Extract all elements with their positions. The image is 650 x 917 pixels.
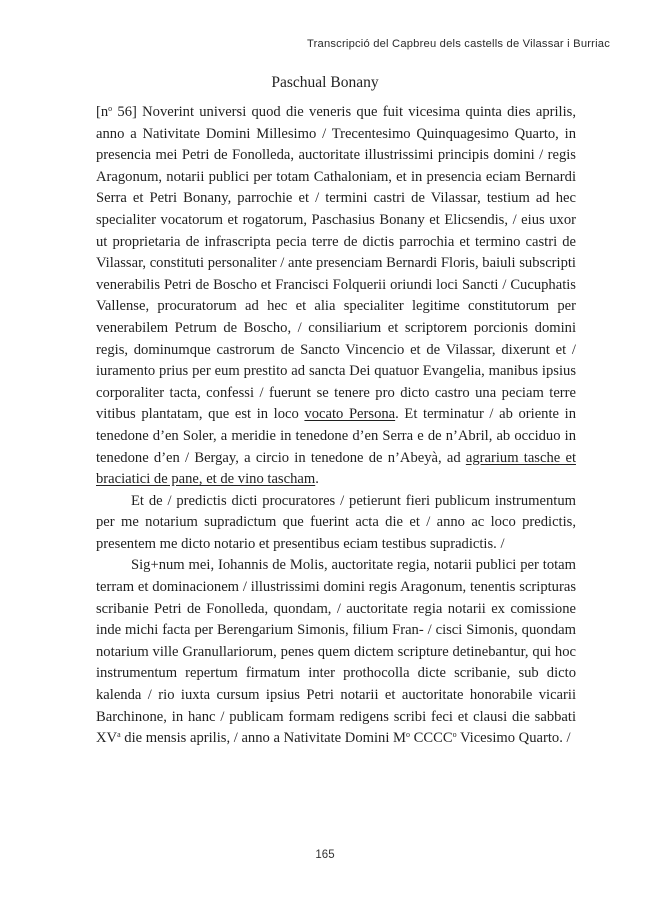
paragraph-procurators-request: Et de / predictis dicti procuratores / petierunt fieri publicum instrumentum per me notarium supradictum que fuerint acta die et / anno ac loco predictis, presentem me dicto notario et presentibus eciam testibus supradictis. / xyxy=(96,492,576,552)
paragraph-text: Sig+num mei, Iohannis de Molis, auctoritate regia, notarii publici per totam terram et dominacionem / illustrissimi domini regis Aragonum, tenentis scripturas scribanie Petri de Fonolleda, quondam, / auctoritate regia notarii ex comissione inde michi facta per Berengarium Simonis, filium Fran- / cisci Simonis, quondam notarium ville Granullariorum, penes quem dictem scripture detinebantur, qui hoc instrumentum repertum firmatum inter prothocolla dicte scribanie, sub dicto kalenda / rio iuxta cursum ipsius Petri notarii et auctoritate honorabile vicarii Barchinone, in hanc / publicam formam redigens scribi feci et clausi die sabbati XV xyxy=(96,557,576,747)
paragraph-text: Noverint universi quod die veneris que fuit vicesima quinta dies aprilis, anno a Nativitate Domini Millesimo / Trecentesimo Quinquagesimo Quarto, in presencia mei Petri de Fonolleda, auctoritate illustrissimi principis domini / regis Aragonum, notarii publici per totam Cathaloniam, et in presencia eciam Bernardi Serra et Petri Bonany, parrochie et / termini castri de Vilassar, testium ad hec specialiter vocatorum et rogatorum, Paschasius Bonany et Elicsendis, / eius uxor ut proprietaria de infrascripta pecia terre de dictis parrochia et termino castri de Vilassar, constituti personaliter / ante presenciam Bernardi Floris, baiuli subscripti venerabilis Petri de Boscho et Francisci Folquerii oriundi loci Sancti / Cucuphatis Vallense, procuratorum ad hec et alia specialiter legitime constitutorum per venerabilem Petrum de Boscho, / consiliarium et scriptorem porcionis domini regis, dominumque castrorum de Sancto Vincencio et de Vilassar, dixerunt et / iuramento prius per eum prestito ad sancta Dei quatuor Evangelia, manibus ipsius corporaliter tacta, confessi / fuerunt se tenere pro dicto castro una peciam terre vitibus plantatam, que est in loco xyxy=(96,104,576,423)
transcription-body xyxy=(96,102,576,750)
ordinal-superscript: o xyxy=(452,730,457,740)
paragraph-text: CCCC xyxy=(410,730,453,747)
paragraph-document-56 xyxy=(96,102,576,491)
entry-marker-open: [n xyxy=(96,104,109,120)
paragraph-text: . Et terminatur / ab oriente in tenedone d’en Soler, a meridie in tenedone d’en Serra e de n’Abril, ab occiduo in tenedone d’en / Bergay, a circio in tenedone de n’Abeyà, ad xyxy=(96,406,576,466)
entry-marker-close: 56] xyxy=(112,104,137,120)
ordinal-superscript: o xyxy=(108,104,113,113)
page-number: 165 xyxy=(315,849,335,861)
running-header: Transcripció del Capbreu dels castells de Vilassar i Burriac xyxy=(307,38,610,50)
paragraph-notary-signature xyxy=(96,555,576,749)
ordinal-superscript: o xyxy=(406,730,410,740)
paragraph-text: . xyxy=(315,471,319,488)
paragraph-text: Vicesimo Quarto. / xyxy=(456,730,571,747)
entry-title: Paschual Bonany xyxy=(271,74,379,91)
paragraph-text: die mensis aprilis, / anno a Nativitate Domini M xyxy=(120,730,406,747)
underlined-place-name: vocato Persona xyxy=(304,406,396,423)
underlined-rent-terms: agrarium tasche et braciatici de pane, et de vino tascham xyxy=(96,449,576,488)
ordinal-superscript: a xyxy=(117,730,121,740)
